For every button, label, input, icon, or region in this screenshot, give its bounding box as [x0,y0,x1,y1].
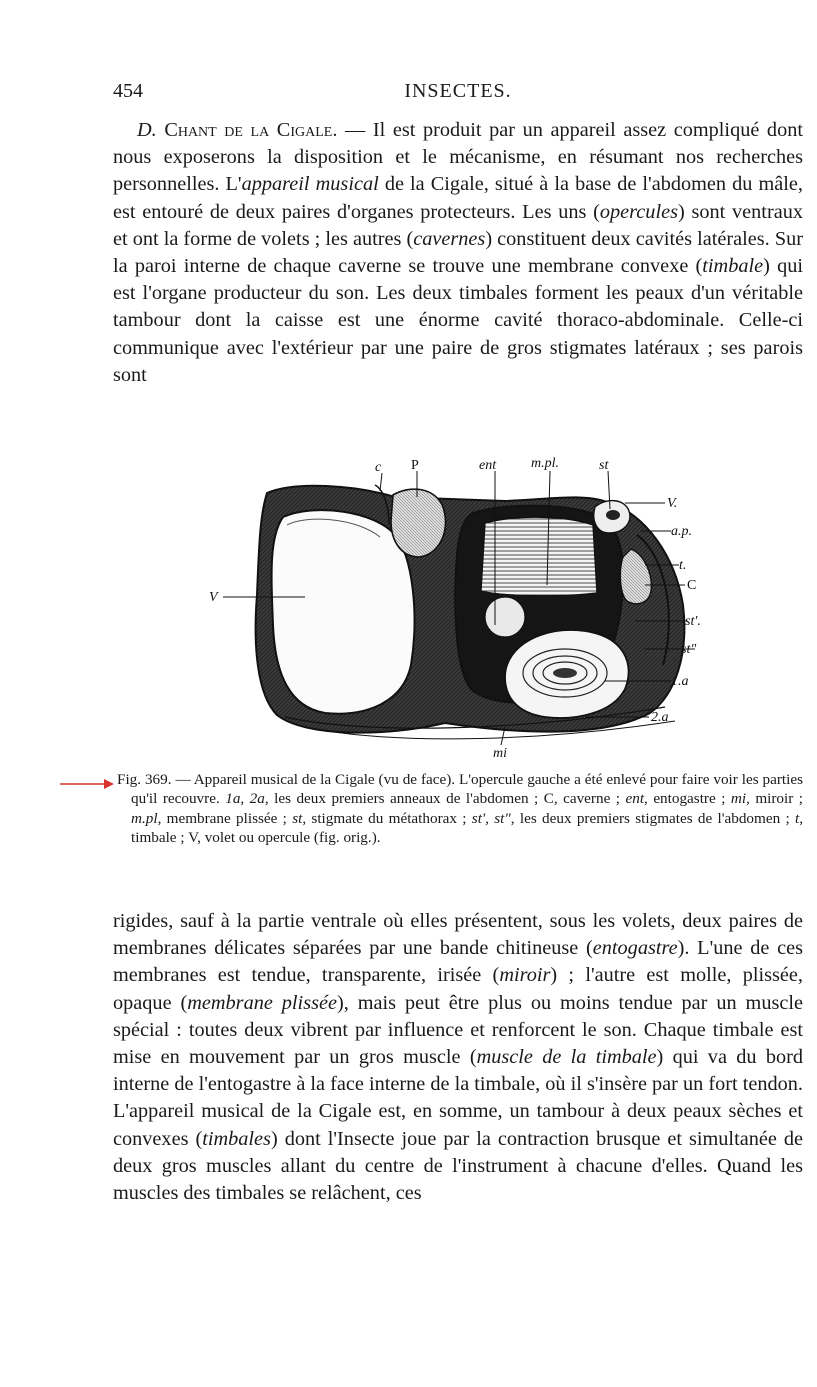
section-dash: — [344,119,366,141]
section-title: Chant de la Cigale. [164,119,338,141]
cicada-organ-engraving [205,445,725,760]
label-mi: mi [493,746,507,760]
label-c: c [375,460,382,475]
label-P: P [411,458,419,473]
figure-369-illustration [205,445,725,760]
label-st1: st'. [685,614,701,629]
left-opercule [272,510,415,714]
figure-number: Fig. 369. [117,771,172,788]
label-V: V. [667,496,678,511]
label-V-left: V [209,590,218,605]
label-mpl: m.pl. [531,456,559,471]
paragraph-continued: rigides, sauf à la partie ventrale où elles présentent, sous les volets, deux paires de membranes délicates séparées par une bande chitineuse (entogastre). L'une de ces membranes est tendue, transparente, irisée (miroir) ; l'autre est molle, plissée, opaque (membrane plissée), mais peut être plus ou moins tendue par un muscle spécial : toutes deux vibrent par influence et renforcent le son. Chaque timbale est mise en mouvement par un gros muscle (muscle de la timbale) qui va du bord interne de l'entogastre à la face interne de la timbale, où il s'insère par un fort tendon. L'appareil musical de la Cigale est, en somme, un tambour à deux peaux sèches et convexes (timbales) dont l'Insecte joue par la contraction brusque et simultanée de deux gros muscles allant du centre de l'instrument à chacune d'elles. Quand les muscles des timbales se relâchent, ces [113,910,803,1205]
running-head: INSECTES. [404,80,512,102]
label-ap: a.p. [671,524,692,539]
page-number: 454 [113,80,143,102]
label-st2: st" [681,642,697,657]
label-2a: 2.a [651,710,669,725]
paragraph-chant-de-la-cigale: D. Chant de la Cigale. — Il est produit par un appareil assez compliqué dont nous exposerons la disposition et le mécanisme, en résumant nos recherches personnelles. L'appareil musical de la Cigale, situé à la base de l'abdomen du mâle, est entouré de deux paires d'organes protecteurs. Les uns (opercules) sont ventraux et ont la forme de volets ; les autres (cavernes) constituent deux cavités latérales. Sur la paroi interne de chaque caverne se trouve une membrane convexe (timbale) qui est l'organe producteur du son. Les deux timbales forment les peaux d'un véritable tambour dont la caisse est une énorme cavité thoraco-abdominale. Celle-ci communique avec l'extérieur par une paire de gros stigmates latéraux ; ses parois sont [113,119,803,386]
label-t: t. [679,558,687,573]
label-C: C [687,578,697,593]
page-header [113,80,803,110]
label-st: st [599,458,609,473]
label-ent: ent [479,458,497,473]
label-1a: 1.a [671,674,689,689]
figure-caption: Fig. 369. — Appareil musical de la Cigale (vu de face). L'opercule gauche a été enlevé pour faire voir les parties qu'il recouvre. 1a, 2a, les deux premiers anneaux de l'abdomen ; C, caverne ; ent, entogastre ; mi, miroir ; m.pl, membrane plissée ; st, stigmate du métathorax ; st', st", les deux premiers stigmates de l'abdomen ; t, timbale ; V, volet ou opercule (fig. orig.). [117,771,804,846]
plate-P [391,489,446,557]
annotation-arrow-icon [60,778,114,790]
section-marker: D. [137,119,157,141]
miroir [505,630,629,718]
membrane-plissee [481,517,597,596]
